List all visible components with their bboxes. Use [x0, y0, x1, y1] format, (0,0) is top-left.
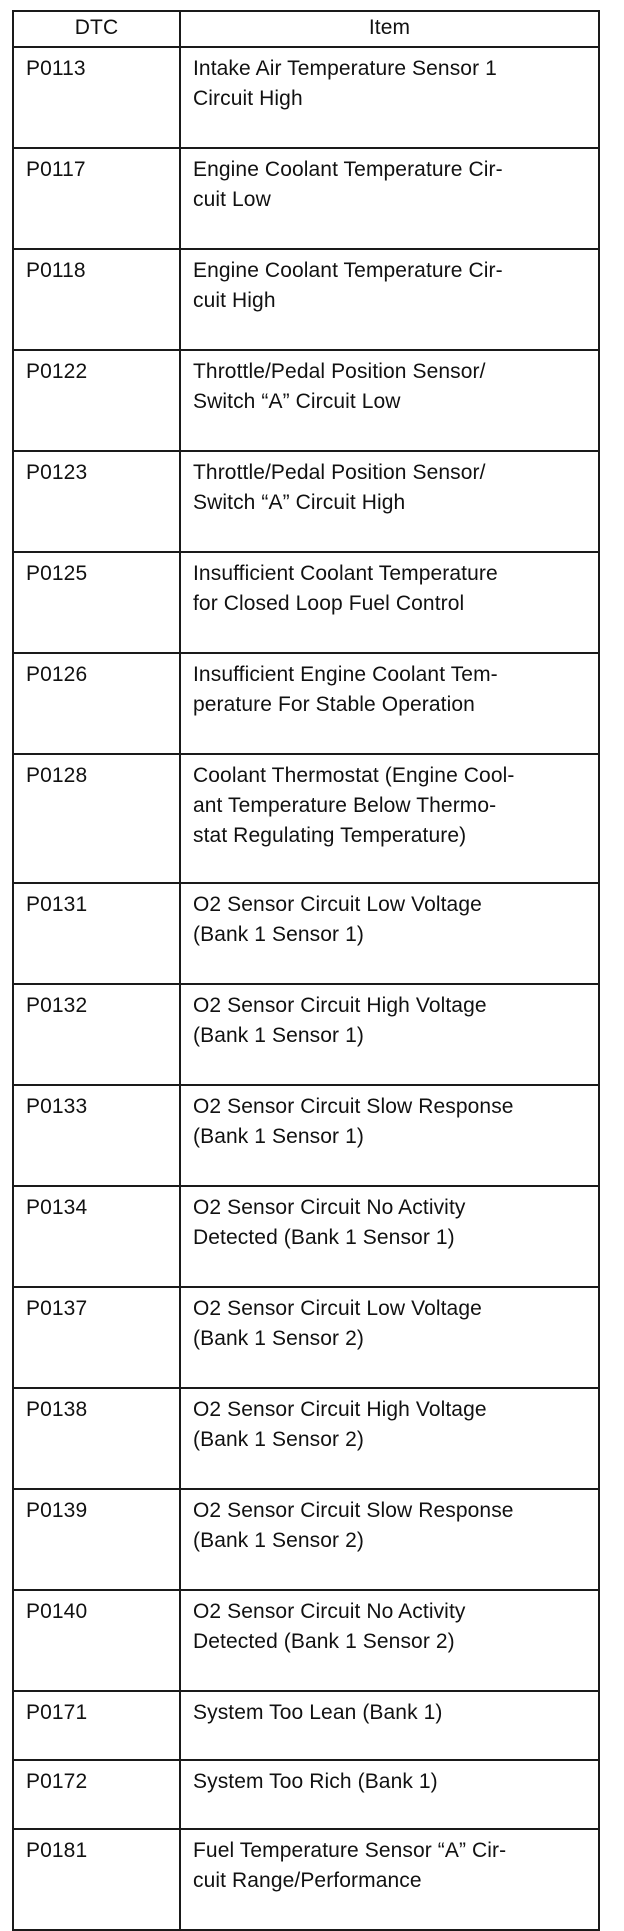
dtc-code-cell: P0139: [13, 1489, 180, 1590]
dtc-code-cell: P0128: [13, 754, 180, 883]
item-cell: Insufficient Engine Coolant Tem- perature For Stable Operation: [180, 653, 599, 754]
item-cell: Intake Air Temperature Sensor 1 Circuit High: [180, 47, 599, 148]
item-cell: O2 Sensor Circuit No Activity Detected (Bank 1 Sensor 2): [180, 1590, 599, 1691]
item-cell: O2 Sensor Circuit Low Voltage (Bank 1 Sensor 2): [180, 1287, 599, 1388]
dtc-code-cell: P0132: [13, 984, 180, 1085]
dtc-code-cell: P0134: [13, 1186, 180, 1287]
dtc-code-cell: P0117: [13, 148, 180, 249]
item-cell: O2 Sensor Circuit Slow Response (Bank 1 Sensor 2): [180, 1489, 599, 1590]
table-row: [13, 451, 599, 552]
table-row: [13, 1590, 599, 1691]
dtc-code-cell: P0137: [13, 1287, 180, 1388]
dtc-table: [12, 10, 600, 1931]
item-cell: O2 Sensor Circuit Slow Response (Bank 1 Sensor 1): [180, 1085, 599, 1186]
dtc-code-cell: P0122: [13, 350, 180, 451]
item-cell: System Too Lean (Bank 1): [180, 1691, 599, 1760]
dtc-code-cell: P0113: [13, 47, 180, 148]
dtc-code-cell: P0181: [13, 1829, 180, 1930]
header-row: [13, 11, 599, 47]
dtc-code-cell: P0118: [13, 249, 180, 350]
item-cell: Throttle/Pedal Position Sensor/ Switch “A” Circuit Low: [180, 350, 599, 451]
table-row: [13, 1691, 599, 1760]
table-row: [13, 1186, 599, 1287]
item-cell: Fuel Temperature Sensor “A” Cir- cuit Range/Performance: [180, 1829, 599, 1930]
table-row: [13, 1760, 599, 1829]
dtc-code-cell: P0123: [13, 451, 180, 552]
table-row: [13, 1829, 599, 1930]
dtc-code-cell: P0171: [13, 1691, 180, 1760]
item-cell: O2 Sensor Circuit High Voltage (Bank 1 Sensor 2): [180, 1388, 599, 1489]
item-cell: O2 Sensor Circuit Low Voltage (Bank 1 Sensor 1): [180, 883, 599, 984]
dtc-code-cell: P0126: [13, 653, 180, 754]
header-dtc: DTC: [13, 11, 180, 47]
table-row: [13, 754, 599, 883]
table-row: [13, 653, 599, 754]
item-cell: Throttle/Pedal Position Sensor/ Switch “A” Circuit High: [180, 451, 599, 552]
table-row: [13, 1489, 599, 1590]
item-cell: O2 Sensor Circuit High Voltage (Bank 1 Sensor 1): [180, 984, 599, 1085]
table-row: [13, 249, 599, 350]
table-row: [13, 350, 599, 451]
table-row: [13, 552, 599, 653]
item-cell: Engine Coolant Temperature Cir- cuit High: [180, 249, 599, 350]
item-cell: Engine Coolant Temperature Cir- cuit Low: [180, 148, 599, 249]
table-row: [13, 1287, 599, 1388]
item-cell: Insufficient Coolant Temperature for Closed Loop Fuel Control: [180, 552, 599, 653]
dtc-code-cell: P0125: [13, 552, 180, 653]
dtc-code-cell: P0140: [13, 1590, 180, 1691]
dtc-code-cell: P0131: [13, 883, 180, 984]
item-cell: System Too Rich (Bank 1): [180, 1760, 599, 1829]
header-item: Item: [180, 11, 599, 47]
table-row: [13, 1388, 599, 1489]
table-row: [13, 883, 599, 984]
table-row: [13, 984, 599, 1085]
dtc-code-cell: P0133: [13, 1085, 180, 1186]
item-cell: O2 Sensor Circuit No Activity Detected (Bank 1 Sensor 1): [180, 1186, 599, 1287]
item-cell: Coolant Thermostat (Engine Cool- ant Temperature Below Thermo- stat Regulating Temperature): [180, 754, 599, 883]
dtc-code-cell: P0138: [13, 1388, 180, 1489]
table-row: [13, 148, 599, 249]
table-row: [13, 47, 599, 148]
dtc-code-cell: P0172: [13, 1760, 180, 1829]
table-row: [13, 1085, 599, 1186]
